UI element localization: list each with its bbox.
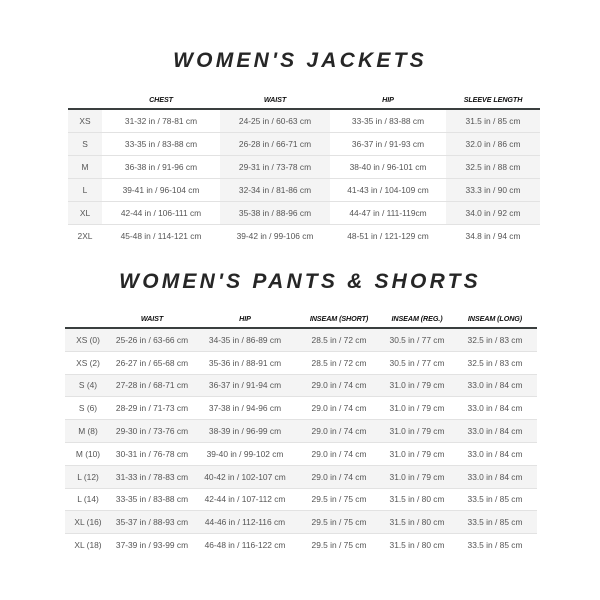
size-cell: 2XL: [68, 225, 102, 248]
table-row: [65, 488, 537, 511]
column-header-hip: HIP: [330, 90, 446, 109]
inseam-short-cell: 29.0 in / 74 cm: [297, 442, 381, 465]
column-header-sleeve-length: SLEEVE LENGTH: [446, 90, 540, 109]
inseam-reg-cell: 31.0 in / 79 cm: [381, 374, 453, 397]
inseam-short-cell: 28.5 in / 72 cm: [297, 328, 381, 351]
inseam-reg-cell: 31.0 in / 79 cm: [381, 442, 453, 465]
hip-cell: 40-42 in / 102-107 cm: [193, 465, 297, 488]
inseam-long-cell: 33.0 in / 84 cm: [453, 374, 537, 397]
inseam-long-cell: 33.0 in / 84 cm: [453, 442, 537, 465]
hip-cell: 38-39 in / 96-99 cm: [193, 420, 297, 443]
inseam-reg-cell: 30.5 in / 77 cm: [381, 351, 453, 374]
table-row: [68, 225, 540, 248]
hip-cell: 39-40 in / 99-102 cm: [193, 442, 297, 465]
pants-shorts-size-table: [65, 309, 537, 556]
inseam-short-cell: 29.5 in / 75 cm: [297, 511, 381, 534]
column-header-size: [65, 309, 111, 328]
table-row: [68, 179, 540, 202]
sleeve-cell: 31.5 in / 85 cm: [446, 109, 540, 133]
sleeve-cell: 32.0 in / 86 cm: [446, 133, 540, 156]
table-row: [65, 328, 537, 351]
size-cell: M (10): [65, 442, 111, 465]
hip-cell: 44-46 in / 112-116 cm: [193, 511, 297, 534]
inseam-short-cell: 29.0 in / 74 cm: [297, 397, 381, 420]
inseam-reg-cell: 31.5 in / 80 cm: [381, 511, 453, 534]
column-header-inseam-reg: INSEAM (REG.): [381, 309, 453, 328]
table-row: [68, 156, 540, 179]
jackets-size-table: [68, 90, 540, 247]
waist-cell: 26-28 in / 66-71 cm: [220, 133, 330, 156]
inseam-reg-cell: 31.0 in / 79 cm: [381, 397, 453, 420]
chest-cell: 33-35 in / 83-88 cm: [102, 133, 220, 156]
hip-cell: 44-47 in / 111-119cm: [330, 202, 446, 225]
size-cell: XL: [68, 202, 102, 225]
chest-cell: 45-48 in / 114-121 cm: [102, 225, 220, 248]
inseam-reg-cell: 31.0 in / 79 cm: [381, 420, 453, 443]
table-row: [65, 534, 537, 556]
table-header-row: [65, 309, 537, 328]
column-header-waist: WAIST: [220, 90, 330, 109]
inseam-long-cell: 33.5 in / 85 cm: [453, 488, 537, 511]
table-row: [65, 351, 537, 374]
waist-cell: 26-27 in / 65-68 cm: [111, 351, 193, 374]
hip-cell: 36-37 in / 91-94 cm: [193, 374, 297, 397]
waist-cell: 29-31 in / 73-78 cm: [220, 156, 330, 179]
waist-cell: 28-29 in / 71-73 cm: [111, 397, 193, 420]
inseam-reg-cell: 31.5 in / 80 cm: [381, 534, 453, 556]
table-row: [65, 465, 537, 488]
hip-cell: 35-36 in / 88-91 cm: [193, 351, 297, 374]
inseam-long-cell: 32.5 in / 83 cm: [453, 328, 537, 351]
sleeve-cell: 34.0 in / 92 cm: [446, 202, 540, 225]
sleeve-cell: 33.3 in / 90 cm: [446, 179, 540, 202]
inseam-short-cell: 29.5 in / 75 cm: [297, 534, 381, 556]
inseam-short-cell: 28.5 in / 72 cm: [297, 351, 381, 374]
size-cell: M (8): [65, 420, 111, 443]
waist-cell: 37-39 in / 93-99 cm: [111, 534, 193, 556]
size-cell: XS (0): [65, 328, 111, 351]
size-cell: S (6): [65, 397, 111, 420]
column-header-size: [68, 90, 102, 109]
sleeve-cell: 34.8 in / 94 cm: [446, 225, 540, 248]
waist-cell: 25-26 in / 63-66 cm: [111, 328, 193, 351]
column-header-waist: WAIST: [111, 309, 193, 328]
sleeve-cell: 32.5 in / 88 cm: [446, 156, 540, 179]
hip-cell: 41-43 in / 104-109 cm: [330, 179, 446, 202]
size-cell: L (14): [65, 488, 111, 511]
table-row: [68, 202, 540, 225]
hip-cell: 33-35 in / 83-88 cm: [330, 109, 446, 133]
hip-cell: 38-40 in / 96-101 cm: [330, 156, 446, 179]
table-row: [65, 442, 537, 465]
inseam-short-cell: 29.0 in / 74 cm: [297, 374, 381, 397]
inseam-long-cell: 32.5 in / 83 cm: [453, 351, 537, 374]
hip-cell: 46-48 in / 116-122 cm: [193, 534, 297, 556]
size-cell: XL (18): [65, 534, 111, 556]
table-row: [65, 374, 537, 397]
chest-cell: 31-32 in / 78-81 cm: [102, 109, 220, 133]
waist-cell: 32-34 in / 81-86 cm: [220, 179, 330, 202]
hip-cell: 37-38 in / 94-96 cm: [193, 397, 297, 420]
hip-cell: 36-37 in / 91-93 cm: [330, 133, 446, 156]
table-row: [68, 109, 540, 133]
table-row: [65, 420, 537, 443]
column-header-inseam-short: INSEAM (SHORT): [297, 309, 381, 328]
hip-cell: 34-35 in / 86-89 cm: [193, 328, 297, 351]
hip-cell: 48-51 in / 121-129 cm: [330, 225, 446, 248]
inseam-long-cell: 33.0 in / 84 cm: [453, 420, 537, 443]
size-cell: L: [68, 179, 102, 202]
table-header-row: [68, 90, 540, 109]
size-cell: XS (2): [65, 351, 111, 374]
chest-cell: 39-41 in / 96-104 cm: [102, 179, 220, 202]
size-cell: L (12): [65, 465, 111, 488]
inseam-reg-cell: 31.5 in / 80 cm: [381, 488, 453, 511]
waist-cell: 24-25 in / 60-63 cm: [220, 109, 330, 133]
hip-cell: 42-44 in / 107-112 cm: [193, 488, 297, 511]
inseam-short-cell: 29.5 in / 75 cm: [297, 488, 381, 511]
size-cell: S: [68, 133, 102, 156]
column-header-hip: HIP: [193, 309, 297, 328]
chest-cell: 42-44 in / 106-111 cm: [102, 202, 220, 225]
size-cell: XL (16): [65, 511, 111, 534]
inseam-long-cell: 33.0 in / 84 cm: [453, 397, 537, 420]
column-header-chest: CHEST: [102, 90, 220, 109]
inseam-long-cell: 33.5 in / 85 cm: [453, 511, 537, 534]
waist-cell: 27-28 in / 68-71 cm: [111, 374, 193, 397]
inseam-short-cell: 29.0 in / 74 cm: [297, 420, 381, 443]
size-cell: M: [68, 156, 102, 179]
waist-cell: 31-33 in / 78-83 cm: [111, 465, 193, 488]
size-cell: XS: [68, 109, 102, 133]
inseam-short-cell: 29.0 in / 74 cm: [297, 465, 381, 488]
waist-cell: 39-42 in / 99-106 cm: [220, 225, 330, 248]
size-cell: S (4): [65, 374, 111, 397]
waist-cell: 35-38 in / 88-96 cm: [220, 202, 330, 225]
inseam-long-cell: 33.5 in / 85 cm: [453, 534, 537, 556]
inseam-reg-cell: 31.0 in / 79 cm: [381, 465, 453, 488]
waist-cell: 29-30 in / 73-76 cm: [111, 420, 193, 443]
waist-cell: 30-31 in / 76-78 cm: [111, 442, 193, 465]
jackets-title: WOMEN'S JACKETS: [173, 49, 427, 72]
chest-cell: 36-38 in / 91-96 cm: [102, 156, 220, 179]
pants-title: WOMEN'S PANTS & SHORTS: [119, 270, 481, 293]
table-row: [65, 397, 537, 420]
table-row: [68, 133, 540, 156]
waist-cell: 33-35 in / 83-88 cm: [111, 488, 193, 511]
column-header-inseam-long: INSEAM (LONG): [453, 309, 537, 328]
waist-cell: 35-37 in / 88-93 cm: [111, 511, 193, 534]
table-row: [65, 511, 537, 534]
inseam-long-cell: 33.0 in / 84 cm: [453, 465, 537, 488]
inseam-reg-cell: 30.5 in / 77 cm: [381, 328, 453, 351]
